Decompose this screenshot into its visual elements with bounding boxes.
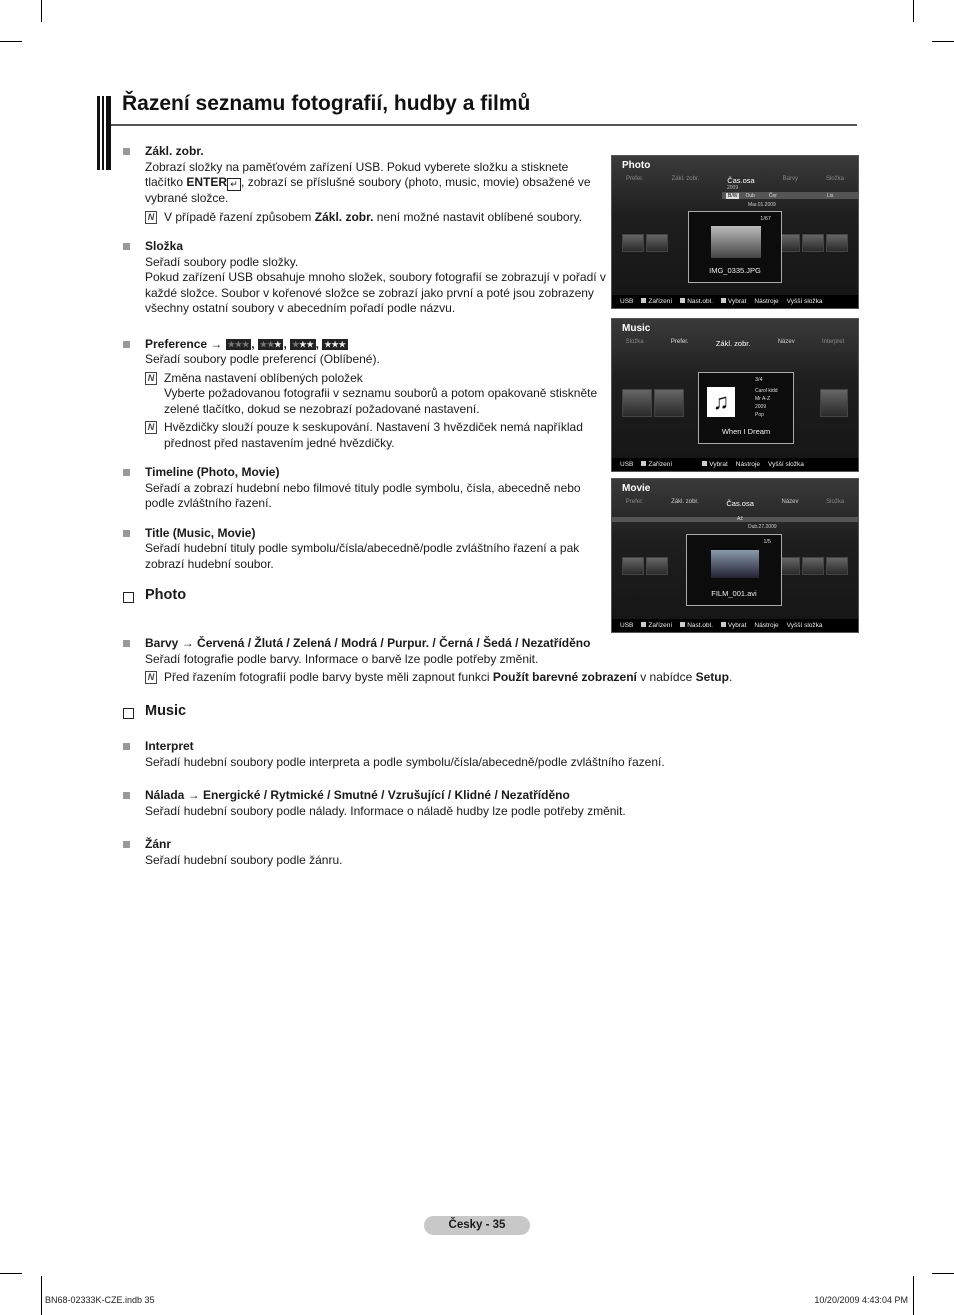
stars-3-icon: ★★★ (324, 339, 346, 349)
item-heading: Žánr (145, 837, 172, 851)
item-heading: Timeline (Photo, Movie) (145, 465, 280, 479)
item-heading: Barvy → Červená / Žlutá / Zelená / Modrá / Purpur. / Černá / Šedá / Nezatříděno (145, 636, 591, 650)
checkbox-icon (123, 708, 134, 719)
screen-label: Movie (622, 483, 651, 494)
list-item-timeline (121, 465, 609, 512)
selected-item-card[interactable] (698, 372, 794, 444)
bullet-icon (123, 148, 130, 155)
item-heading: Složka (145, 239, 184, 253)
crop-mark (0, 1273, 22, 1274)
checkbox-icon (123, 592, 134, 603)
enter-key-icon: ↵ (227, 178, 241, 191)
tab[interactable]: Prefer. (670, 339, 689, 345)
list-item-preference (121, 337, 609, 452)
item-text: Zobrazí složky na paměťovém zařízení USB. Pokud vyberete složku a stisknete tlačítko ENTER ↵ , zobrazí se příslušné soubory (photo, music, movie) obsažené ve vybrané složce. (145, 159, 591, 205)
tab-selected[interactable]: Čas.osa (727, 176, 755, 185)
music-note-icon: ♫ (707, 387, 735, 417)
screen-footer: USB Zařízení Nast.obl. Vybrat Nástroje Vyšší složka (612, 295, 858, 308)
stars-1-icon: ★★★ (259, 339, 282, 349)
file-name: IMG_0335.JPG (709, 266, 761, 275)
note-icon: N (145, 421, 157, 434)
item-text: Seřadí hudební tituly podle symbolu/čísla/abecedně/podle zvláštního řazení a pak zobrazí hudební soubor. (145, 541, 580, 571)
track-title: When I Dream (721, 427, 771, 436)
bullet-icon (123, 640, 130, 647)
item-heading: Title (Music, Movie) (145, 525, 256, 540)
crop-mark (41, 1276, 42, 1315)
screen-movie (611, 478, 859, 633)
item-heading: Interpret (145, 739, 194, 753)
content-lower (121, 636, 861, 882)
sort-tabs (612, 499, 858, 508)
note: N Změna nastavení oblíbených položek Vyberte požadovanou fotografii v seznamu souborů a potom opakovaně stiskněte zelené tlačítko, dokud se nezobrazí požadované nastavení. (145, 371, 609, 418)
tab[interactable]: Barvy (782, 176, 799, 182)
tab[interactable]: Název (781, 499, 799, 505)
stars-0-icon: ★★★ (227, 339, 250, 349)
crop-mark (932, 1273, 954, 1274)
tab[interactable]: Prefer. (625, 176, 644, 182)
item-text: Seřadí hudební soubory podle nálady. Informace o náladě hudby lze podle potřeby změnit. (145, 803, 626, 818)
crop-mark (932, 41, 954, 42)
crop-mark (41, 0, 42, 22)
screen-photo (611, 155, 859, 309)
sort-tabs (612, 176, 858, 185)
page-title: Řazení seznamu fotografií, hudby a filmů (122, 92, 531, 115)
timeline-bar: Až (612, 517, 858, 522)
item-text: Seřadí soubory podle preferencí (Oblíbené). (145, 352, 380, 366)
timeline-bar: B/W Oub Čer Lis (722, 192, 858, 199)
list-item-barvy (121, 636, 861, 686)
counter: 1/5 (763, 539, 771, 545)
tab[interactable]: Název (777, 339, 795, 345)
tab[interactable]: Zákl. zobr. (671, 176, 700, 182)
note: N Hvězdičky slouží pouze k seskupování. Nastavení 3 hvězdiček nemá například přednost před nastavením jedné hvězdičky. (145, 420, 609, 451)
file-name: FILM_001.avi (711, 589, 757, 598)
date-label: Dub.27.2009 (748, 524, 777, 530)
item-text: Seřadí a zobrazí hudební nebo filmové tituly podle symbolu, čísla, abecedně nebo podle zvláštního řazení. (145, 480, 581, 510)
item-text: Pokud zařízení USB obsahuje mnoho složek, soubory fotografií se zobrazují v pořadí v každé složce. Soubor v kořenové složce se zobrazí jako první a poté jsou zobrazeny všechny ostatní soubory v abecedním pořadí podle názvu. (145, 270, 606, 315)
screen-label: Music (622, 323, 651, 334)
item-heading: Preference → ★★★ , ★★★ , ★★★ , ★★★ (145, 336, 346, 351)
item-text: Seřadí soubory podle složky. (145, 254, 299, 269)
item-text: Seřadí hudební soubory podle interpreta a podle symbolu/čísla/abecedně/podle zvláštního řazení. (145, 754, 665, 769)
list-item-title (121, 526, 609, 573)
tab[interactable]: Složka (825, 176, 844, 182)
note-icon: N (145, 671, 157, 684)
screen-footer: USB Zařízení Nast.obl. Vybrat Nástroje Vyšší složka (612, 619, 858, 632)
tab[interactable]: Složka (625, 339, 644, 345)
list-item-slozka (121, 239, 609, 317)
counter: 1/67 (760, 216, 771, 222)
tab[interactable]: Prefer. (625, 499, 644, 505)
title-divider (111, 124, 857, 126)
title-decoration (97, 96, 111, 170)
bullet-icon (123, 530, 130, 537)
footer-file: BN68-02333K-CZE.indb 35 (45, 1295, 155, 1305)
year-label: 2009 (727, 185, 739, 191)
note: N V případě řazení způsobem Zákl. zobr. není možné nastavit oblíbené soubory. (145, 210, 609, 226)
bullet-icon (123, 743, 130, 750)
bullet-icon (123, 469, 130, 476)
tab[interactable]: Zákl. zobr. (671, 499, 699, 505)
movie-thumbnail (711, 550, 759, 578)
list-item-zanr (121, 837, 861, 868)
bullet-icon (123, 243, 130, 250)
crop-mark (0, 41, 22, 42)
item-text: Seřadí hudební soubory podle žánru. (145, 852, 343, 867)
footer-timestamp: 10/20/2009 4:43:04 PM (814, 1295, 908, 1305)
screen-music (611, 318, 859, 472)
photo-thumbnail (711, 226, 761, 258)
selected-item-card[interactable] (688, 211, 782, 283)
tab-selected[interactable]: Čas.osa (726, 499, 754, 508)
tab[interactable]: Složka (826, 499, 845, 505)
tab[interactable]: Interpret (821, 339, 845, 345)
page-number: Česky - 35 (424, 1216, 530, 1235)
tab-selected[interactable]: Zákl. zobr. (715, 339, 751, 348)
crop-mark (913, 0, 914, 22)
bullet-icon (123, 792, 130, 799)
item-heading: Zákl. zobr. (145, 144, 204, 158)
section-heading-photo: Photo (121, 588, 609, 604)
screen-label: Photo (622, 160, 651, 171)
selected-item-card[interactable] (686, 534, 782, 606)
item-heading: Nálada → Energické / Rytmické / Smutné / Vzrušující / Klidné / Nezatříděno (145, 788, 570, 802)
section-heading-music: Music (121, 704, 861, 720)
sort-tabs (612, 339, 858, 348)
list-item-nalada (121, 788, 861, 819)
note-icon: N (145, 372, 157, 385)
list-item-zakl-zobr (121, 144, 609, 225)
content-column (121, 144, 609, 618)
stars-2-icon: ★★★ (292, 339, 314, 349)
note-icon: N (145, 211, 157, 224)
screen-footer: USB Zařízení Vybrat Nástroje Vyšší složka (612, 458, 858, 471)
list-item-interpret (121, 739, 861, 770)
note: N Před řazením fotografií podle barvy byste měli zapnout funkci Použít barevné zobrazení v nabídce Setup. (145, 670, 861, 686)
crop-mark (913, 1276, 914, 1315)
date-label: Mar.01.2009 (748, 202, 776, 208)
track-meta: Carol kidd Mr A-Z 2009 Pop (755, 388, 778, 418)
bullet-icon (123, 341, 130, 348)
counter: 3/4 (755, 377, 763, 383)
item-text: Seřadí fotografie podle barvy. Informace o barvě lze podle potřeby změnit. (145, 651, 539, 666)
bullet-icon (123, 841, 130, 848)
